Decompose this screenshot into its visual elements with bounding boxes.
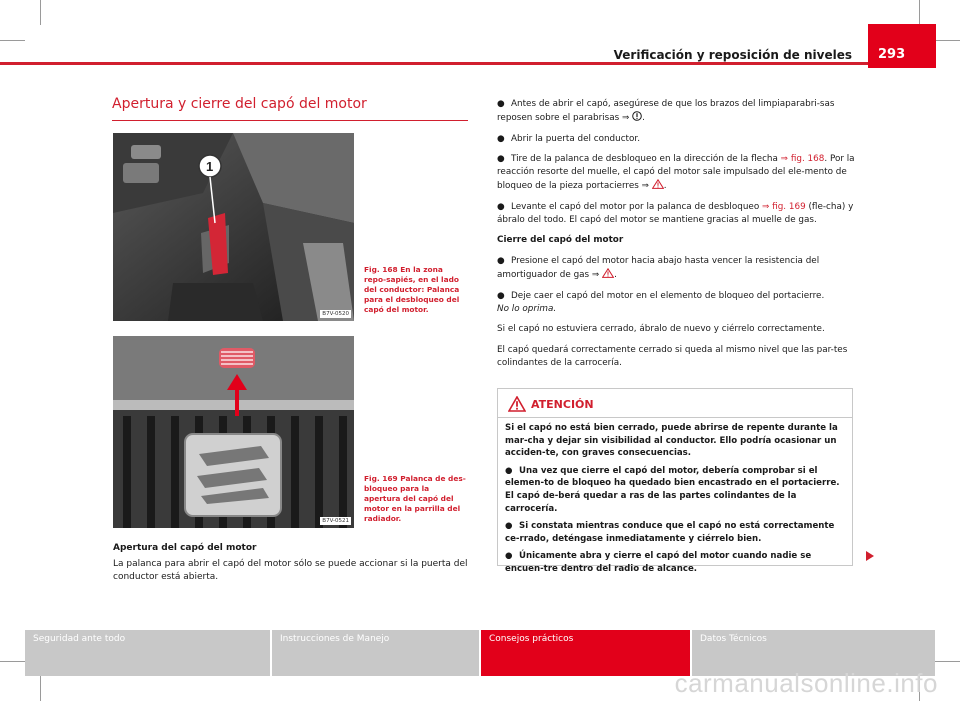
page-number: 293 bbox=[878, 47, 906, 62]
section-rule bbox=[112, 120, 468, 121]
list-item bbox=[497, 98, 857, 125]
crop-mark bbox=[919, 0, 920, 25]
figure-169-code: B7V-0521 bbox=[322, 518, 349, 524]
bullet: ● bbox=[497, 133, 505, 144]
bullet: ● bbox=[497, 99, 505, 109]
list-item bbox=[497, 133, 857, 146]
footer-tab-label: Instrucciones de Manejo bbox=[280, 634, 390, 644]
warning-triangle-icon bbox=[508, 396, 526, 412]
paragraph: La palanca para abrir el capó del motor sólo se puede accionar si la puerta del conductor está abierta. bbox=[113, 559, 468, 582]
item-text: Presione el capó del motor hacia abajo hasta vencer la resistencia del amortiguador de gas ⇒ bbox=[497, 256, 820, 280]
item-text-end: . bbox=[642, 112, 645, 123]
item-text: . Por la reacción resorte del muelle, el capó del motor sale impulsado del ele-mento de bloqueo de la pieza portacierres ⇒ bbox=[497, 154, 855, 191]
warning-intro: Si el capó no está bien cerrado, puede abrirse de repente durante la mar-cha y dejar sin visibilidad al conductor. Ello podría ocasionar un acciden-te, con graves consecuencias. bbox=[505, 423, 838, 459]
warning-triangle-icon bbox=[602, 268, 614, 278]
emphasis-text: No lo oprima. bbox=[497, 303, 557, 314]
footer-tab-seguridad[interactable] bbox=[25, 630, 270, 676]
paragraph: El capó quedará correctamente cerrado si queda al mismo nivel que las par-tes colindantes de la carrocería. bbox=[497, 345, 848, 368]
crop-mark bbox=[935, 661, 960, 662]
crop-mark bbox=[40, 0, 41, 25]
list-item bbox=[497, 201, 857, 227]
footer-tab-consejos[interactable] bbox=[481, 630, 690, 676]
crop-mark bbox=[935, 40, 960, 41]
crop-mark bbox=[0, 40, 25, 41]
bullet: ● bbox=[497, 201, 505, 212]
warning-item: ● Si constata mientras conduce que el capó no está correctamente ce-rrado, deténgase inmediatamente y ciérrelo bien. bbox=[505, 521, 835, 544]
list-item bbox=[497, 153, 857, 192]
subheading: Cierre del capó del motor bbox=[497, 235, 624, 246]
warning-box bbox=[497, 388, 853, 574]
figure-168-image bbox=[113, 133, 354, 321]
list-item bbox=[497, 255, 857, 282]
item-text: Tire de la palanca de desbloqueo en la dirección de la flecha bbox=[511, 154, 781, 165]
warning-title: ATENCIÓN bbox=[531, 398, 594, 411]
figure-168-caption: Fig. 168 En la zona repo-sapiés, en el lado del conductor: Palanca para el desbloqueo del capó del motor. bbox=[364, 265, 460, 314]
warning-item-text: Únicamente abra y cierre el capó del motor cuando nadie se encuen-tre dentro del radio de alcance. bbox=[505, 551, 812, 574]
figure-169-image bbox=[113, 336, 354, 528]
crop-mark bbox=[40, 676, 41, 701]
figure-link[interactable]: ⇒ fig. 169 bbox=[762, 201, 806, 212]
figure-169-caption: Fig. 169 Palanca de des-bloqueo para la apertura del capó del motor en la parrilla del radiador. bbox=[364, 474, 466, 523]
bullet: ● bbox=[497, 290, 505, 301]
footer-tab-label: Seguridad ante todo bbox=[33, 634, 126, 644]
figure-168-callout: 1 bbox=[206, 159, 214, 174]
running-header: Verificación y reposición de niveles bbox=[613, 48, 852, 62]
item-text-end: . bbox=[663, 180, 667, 191]
footer-tab-label: Datos Técnicos bbox=[700, 634, 767, 644]
warning-item: ● Una vez que cierre el capó del motor, debería comprobar si el elemen-to de bloqueo ha quedado bien encastrado en el portacierre. El capó de-berá quedar a ras de las partes colindantes de la carrocería. bbox=[505, 465, 840, 514]
warning-rule bbox=[498, 417, 852, 418]
warning-item: ● Únicamente abra y cierre el capó del motor cuando nadie se encuen-tre dentro del radio de alcance. bbox=[505, 551, 812, 574]
warning-item-text: Una vez que cierre el capó del motor, debería comprobar si el elemen-to de bloqueo ha quedado bien encastrado en el portacierre. El capó de-berá quedar a ras de las partes colindantes de la carrocería. bbox=[505, 465, 840, 514]
figure-link[interactable]: ⇒ fig. 168 bbox=[780, 154, 825, 165]
footer-tab-instrucciones[interactable] bbox=[272, 630, 479, 676]
footer-tab-label: Consejos prácticos bbox=[489, 634, 574, 644]
continue-arrow-icon bbox=[866, 551, 874, 561]
warning-body bbox=[505, 422, 848, 581]
bullet: ● bbox=[497, 154, 505, 165]
item-text: Levante el capó del motor por la palanca de desbloqueo bbox=[511, 201, 763, 212]
item-text: Abrir la puerta del conductor. bbox=[511, 133, 640, 144]
paragraph: Si el capó no estuviera cerrado, ábralo de nuevo y ciérrelo correctamente. bbox=[497, 324, 825, 335]
subheading: Apertura del capó del motor bbox=[113, 543, 257, 553]
watermark: carmanualsonline.info bbox=[674, 668, 938, 698]
list-item bbox=[497, 290, 857, 316]
item-text: Deje caer el capó del motor en el elemento de bloqueo del portacierre. bbox=[511, 290, 825, 301]
header-rule bbox=[0, 62, 868, 65]
item-text: Antes de abrir el capó, asegúrese de que los brazos del limpiaparabri-sas reposen sobre el parabrisas ⇒ bbox=[497, 99, 835, 123]
item-text-end: . bbox=[614, 269, 617, 280]
crop-mark bbox=[0, 661, 25, 662]
left-text-block bbox=[113, 542, 473, 584]
section-title: Apertura y cierre del capó del motor bbox=[112, 96, 367, 112]
warning-item-text: Si constata mientras conduce que el capó no está correctamente ce-rrado, deténgase inmediatamente y ciérrelo bien. bbox=[505, 521, 835, 544]
warning-triangle-icon bbox=[652, 179, 664, 189]
item-text: (fle-cha) y ábralo del todo. El capó del motor se mantiene gracias al muelle de gas. bbox=[497, 201, 854, 225]
figure-168-code: B7V-0520 bbox=[322, 311, 349, 317]
bullet: ● bbox=[497, 256, 505, 267]
info-circle-icon bbox=[632, 111, 642, 121]
right-column bbox=[497, 98, 857, 378]
